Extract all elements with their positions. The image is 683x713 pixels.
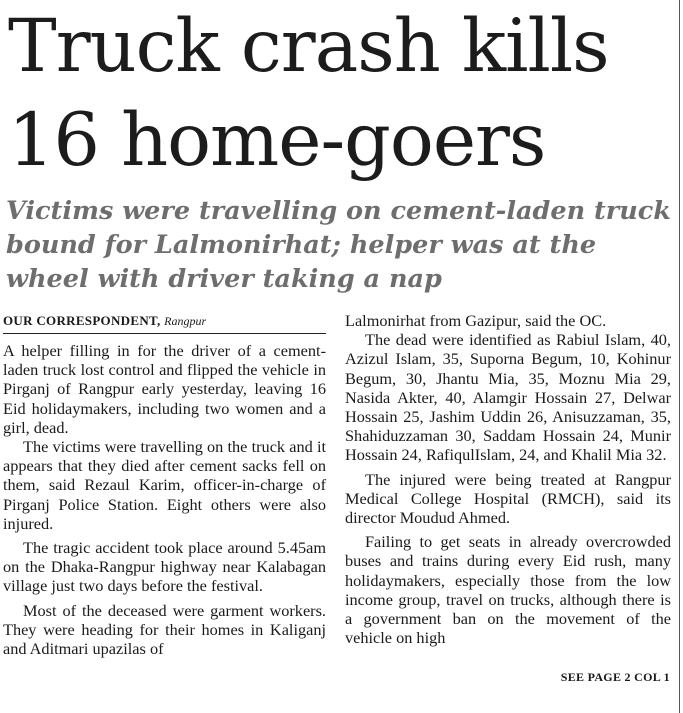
- headline-line-2: 16 home-goers: [8, 98, 546, 183]
- deck-subheadline: [6, 194, 671, 296]
- paragraph: The injured were being treated at Rangpur Medical College Hospital (RMCH), said its director Moudud Ahmed.: [345, 469, 671, 528]
- article-column-1: [3, 311, 326, 658]
- headline: [8, 0, 668, 188]
- paragraph-continued: Lalmonirhat from Gazipur, said the OC.: [345, 311, 607, 330]
- deck-line-2: bound for Lalmonirhat; helper was at the: [6, 230, 597, 260]
- deck-line-3: wheel with driver taking a nap: [6, 264, 442, 294]
- continuation-jump-line: SEE PAGE 2 COL 1: [560, 670, 670, 684]
- headline-line-1: Truck crash kills: [8, 4, 609, 89]
- byline-place: Rangpur: [164, 314, 207, 328]
- paragraph: Failing to get seats in already overcrowded buses and trains during every Eid rush, many holidaymakers, especially those from the low income group, travel on trucks, although there is a government ban on the movement of the vehicle on high: [345, 532, 671, 648]
- deck-line-1: Victims were travelling on cement-laden truck: [6, 196, 671, 226]
- paragraph: The victims were travelling on the truck and it appears that they died after cement sacks fell on them, said Rezaul Karim, officer-in-charge of Pirganj Police Station. Eight others were also injured.: [3, 437, 326, 533]
- paragraph: A helper filling in for the driver of a cement-laden truck lost control and flipped the vehicle in Pirganj of Rangpur early yesterday, leaving 16 Eid holidaymakers, including two women and a girl, dead.: [3, 341, 326, 437]
- byline: [3, 311, 326, 334]
- column-rule: [679, 0, 680, 713]
- paragraph: Most of the deceased were garment workers. They were heading for their homes in Kaliganj and Aditmari upazilas of: [3, 600, 326, 659]
- article-column-2: [345, 311, 671, 647]
- paragraph: The tragic accident took place around 5.45am on the Dhaka-Rangpur highway near Kalabagan village just two days before the festival.: [3, 538, 326, 596]
- byline-author: OUR CORRESPONDENT,: [3, 313, 161, 328]
- paragraph: The dead were identified as Rabiul Islam, 40, Azizul Islam, 35, Suporna Begum, 10, Kohinur Begum, 30, Jhantu Mia, 35, Moznu Mia 29, Nasida Akter, 40, Alamgir Hossain 27, Delwar Hossain 25, Jashim Uddin 26, Anisuzzaman, 35, Shahiduzzaman 30, Saddam Hossain 24, Munir Hossain 24, RafiqulIslam, 24, and Khalil Mia 32.: [345, 330, 671, 465]
